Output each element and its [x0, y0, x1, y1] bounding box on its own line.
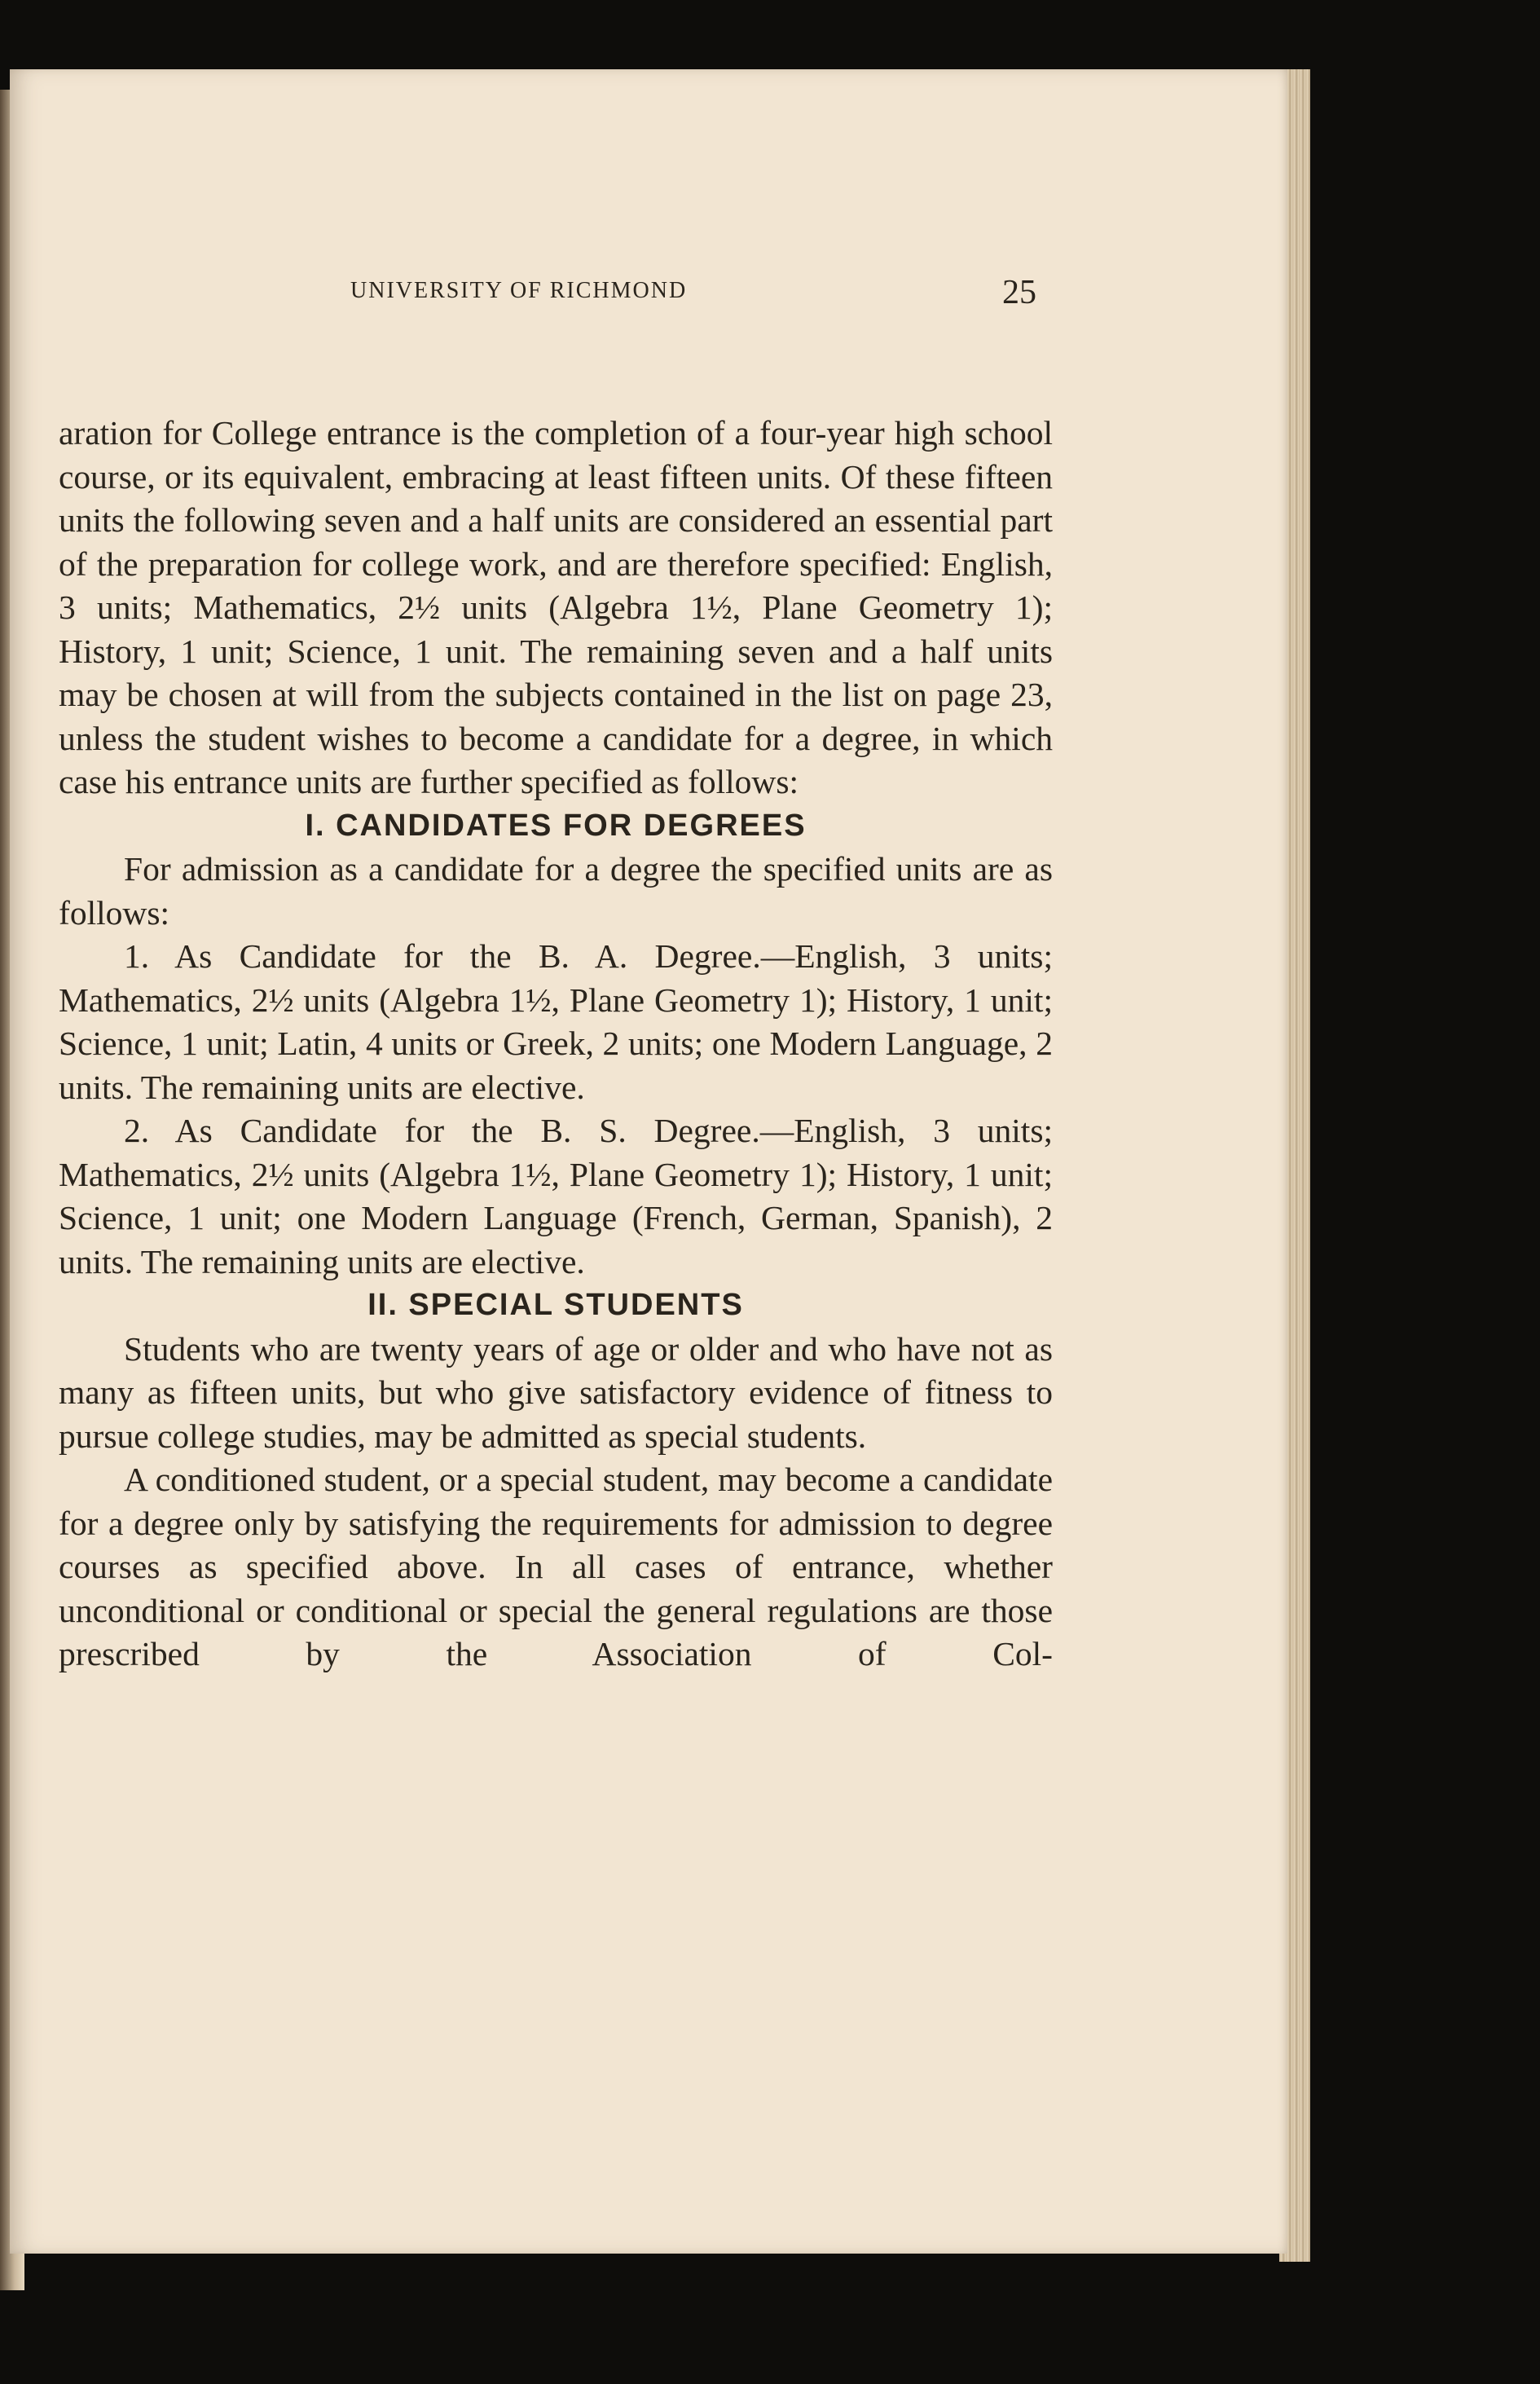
special-students-paragraph: Students who are twenty years of age or older and who have not as many as fifteen units, but who give satisfactory evidence of fitness to pursue college studies, may be admitted as special students.	[59, 1329, 1053, 1455]
bs-degree-requirements: 2. As Candidate for the B. S. Degree.—English, 3 units; Mathematics, 2½ units (Algebra 1½, Plane Geometry 1); History, 1 unit; Science, 1 unit; one Modern Language (French, German, Spanish), 2 units. The remaining units are elective.	[59, 1112, 1053, 1280]
section-heading-special-students: II. SPECIAL STUDENTS	[367, 1288, 744, 1322]
section-1-intro: For admission as a candidate for a degree the specified units are as follows:	[59, 850, 1053, 932]
page-text	[59, 412, 1053, 1677]
opening-paragraph: aration for College entrance is the completion of a four-year high school course, or its equivalent, embracing at least fifteen units. Of these fifteen units the following seven and a half units are considered an essential part of the preparation for college work, and are therefore specified: English, 3 units; Mathematics, 2½ units (Algebra 1½, Plane Geometry 1); History, 1 unit; Science, 1 unit. The remaining seven and a half units may be chosen at will from the subjects contained in the list on page 23, unless the student wishes to become a candidate for a degree, in which case his entrance units are further specified as follows:	[59, 414, 1053, 800]
ba-degree-requirements: 1. As Candidate for the B. A. Degree.—English, 3 units; Mathematics, 2½ units (Algebra 1½, Plane Geometry 1); History, 1 unit; Science, 1 unit; Latin, 4 units or Greek, 2 units; one Modern Language, 2 units. The remaining units are elective.	[59, 937, 1053, 1106]
conditioned-student-paragraph: A conditioned student, or a special student, may become a candidate for a degree only by satisfying the requirements for admission to degree courses as specified above. In all cases of entrance, whether unconditional or conditional or special the general regulations are those prescribed by the Association of Col-	[59, 1461, 1053, 1672]
page-number: 25	[1002, 274, 1036, 311]
running-title: UNIVERSITY OF RICHMOND	[350, 278, 688, 303]
section-heading-candidates: I. CANDIDATES FOR DEGREES	[305, 808, 807, 843]
